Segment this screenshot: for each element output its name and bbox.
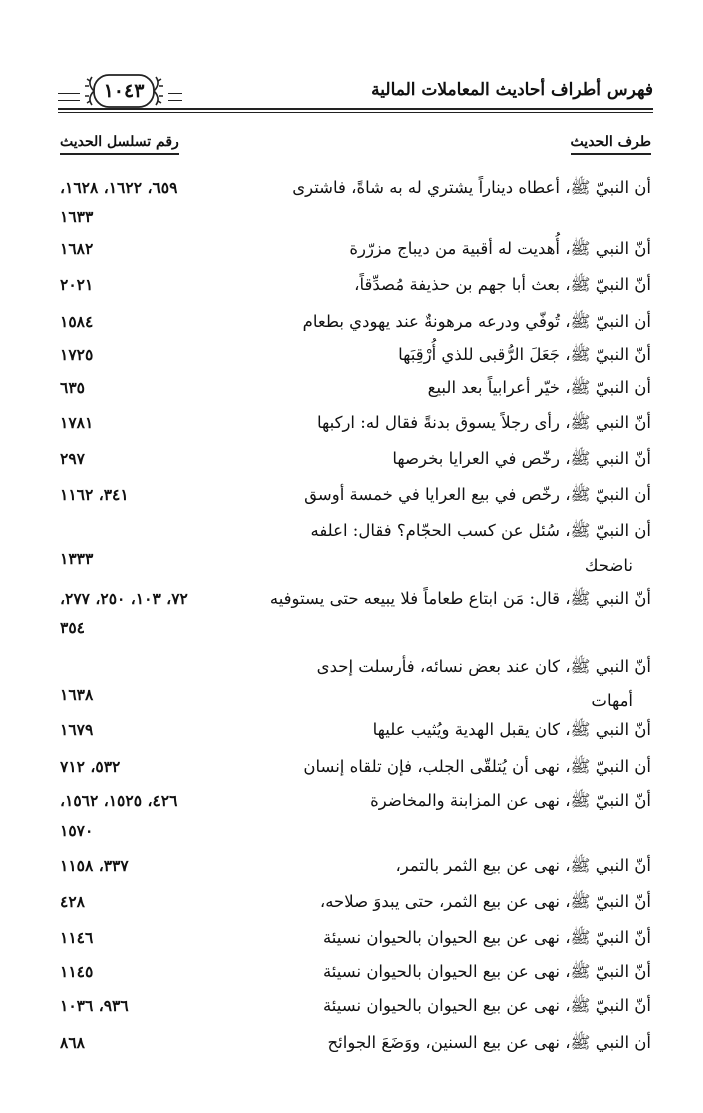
entry-text: أنّ النبيّ ﷺ، جَعَلَ الرُّقبى للذي أُرْقِبَها: [398, 345, 651, 364]
header-rule: [58, 108, 653, 110]
entry-numbers: ٣٣٧، ١١٥٨: [60, 856, 129, 875]
entry-numbers: ٩٣٦، ١٠٣٦: [60, 996, 129, 1015]
header-ornament-left: [58, 93, 80, 101]
entry-text: أنّ النبي ﷺ، رخّص في العرايا بخرصها: [392, 449, 651, 468]
entry-text: أنّ النبي ﷺ، قال: مَن ابتاع طعاماً فلا يبيعه حتى يستوفيه: [269, 589, 651, 608]
entry-numbers: ١٧٢٥: [60, 345, 94, 364]
entry-numbers-wrap: ١٦٣٣: [60, 207, 94, 226]
entry-text: أن النبيّ ﷺ، نهى أن يُتلقّى الجلب، فإن تلقاه إنسان: [303, 757, 651, 776]
entry-numbers: ٢٩٧: [60, 449, 85, 468]
entry-text: أن النبيّ ﷺ، خيّر أعرابياً بعد البيع: [427, 378, 651, 397]
entry-text: أنّ النبي ﷺ، كان عند بعض نسائه، فأرسلت إحدى: [316, 657, 651, 676]
entry-numbers: ١١٤٦: [60, 928, 94, 947]
entry-numbers: ٦٣٥: [60, 378, 85, 397]
entry-numbers: ١٦٨٢: [60, 239, 94, 258]
entry-numbers: ٧٢، ١٠٣، ٢٥٠، ٢٧٧،: [60, 589, 188, 608]
entry-numbers: ٨٦٨: [60, 1033, 85, 1052]
column-header-underline: [60, 153, 179, 155]
entry-numbers: ١١٤٥: [60, 962, 94, 981]
entry-numbers: ١٣٣٣: [60, 549, 94, 568]
header-rule-thin: [58, 112, 653, 113]
page-number: ١٠٤٣: [103, 80, 145, 102]
entry-numbers: ١٦٣٨: [60, 685, 94, 704]
entry-numbers: ١٥٨٤: [60, 312, 94, 331]
entry-numbers: ٢٠٢١: [60, 275, 94, 294]
entry-text: أنّ النبي ﷺ، أُهديت له أقبية من ديباج مزرّرة: [349, 239, 651, 258]
entry-text: أنّ النبي ﷺ، نهى عن بيع الثمر بالتمر،: [395, 856, 651, 875]
entry-text: أن النبي ﷺ، نهى عن بيع السنين، ووَضَعَ الجوائح: [327, 1033, 651, 1052]
entry-numbers: ٥٣٢، ٧١٢: [60, 757, 121, 776]
entry-text: أن النبيّ ﷺ، رخّص في بيع العرايا في خمسة أوسق: [304, 485, 651, 504]
column-header-underline: [571, 153, 651, 155]
entry-text: أنّ النبيّ ﷺ، بعث أبا جهم بن حذيفة مُصدِّقاً،: [354, 275, 651, 294]
entry-text: أنّ النبيّ ﷺ، نهى عن بيع الحيوان بالحيوان نسيئة: [322, 996, 651, 1015]
entry-text: أنّ النبي ﷺ، كان يقبل الهدية ويُثيب عليها: [372, 720, 651, 739]
entry-text: أن النبيّ ﷺ، سُئل عن كسب الحجّام؟ فقال: اعلفه: [310, 521, 651, 540]
entry-text: أنّ النبيّ ﷺ، نهى عن بيع الحيوان بالحيوان نسيئة: [322, 928, 651, 947]
entry-numbers-wrap: ١٥٧٠: [60, 821, 94, 840]
page-title: فهرس أطراف أحاديث المعاملات المالية: [371, 80, 653, 100]
header-ornament-right: [168, 93, 182, 101]
entry-text: أنّ النبيّ ﷺ، نهى عن بيع الثمر، حتى يبدوَ صلاحه،: [319, 892, 651, 911]
entry-text: أن النبيّ ﷺ، أعطاه ديناراً يشتري له به شاةً، فاشترى: [292, 178, 651, 197]
entry-text: أنّ النبي ﷺ، رأى رجلاً يسوق بدنةً فقال له: اركبها: [317, 413, 651, 432]
entry-numbers-wrap: ٣٥٤: [60, 618, 85, 637]
entry-numbers: ٦٥٩، ١٦٢٢، ١٦٢٨،: [60, 178, 178, 197]
entry-text: أنّ النبيّ ﷺ، نهى عن المزابنة والمخاضرة: [370, 791, 651, 810]
entry-text-wrap: أمهات: [591, 691, 633, 710]
page-number-badge: [84, 72, 164, 110]
entry-numbers: ٤٢٨: [60, 892, 85, 911]
column-header-hadith-edge: طرف الحديث: [571, 134, 651, 155]
entry-text: أنّ النبيّ ﷺ، نهى عن بيع الحيوان بالحيوان نسيئة: [322, 962, 651, 981]
entry-numbers: ١٦٧٩: [60, 720, 94, 739]
entry-numbers: ١٧٨١: [60, 413, 94, 432]
entry-numbers: ٤٢٦، ١٥٢٥، ١٥٦٢،: [60, 791, 178, 810]
entry-text: أن النبيّ ﷺ، تُوفّي ودرعه مرهونةٌ عند يهودي بطعام: [302, 312, 651, 331]
entry-numbers: ٣٤١، ١١٦٢: [60, 485, 129, 504]
column-header-sequence: رقم تسلسل الحديث: [60, 134, 179, 155]
entry-text-wrap: ناضحك: [584, 556, 633, 575]
